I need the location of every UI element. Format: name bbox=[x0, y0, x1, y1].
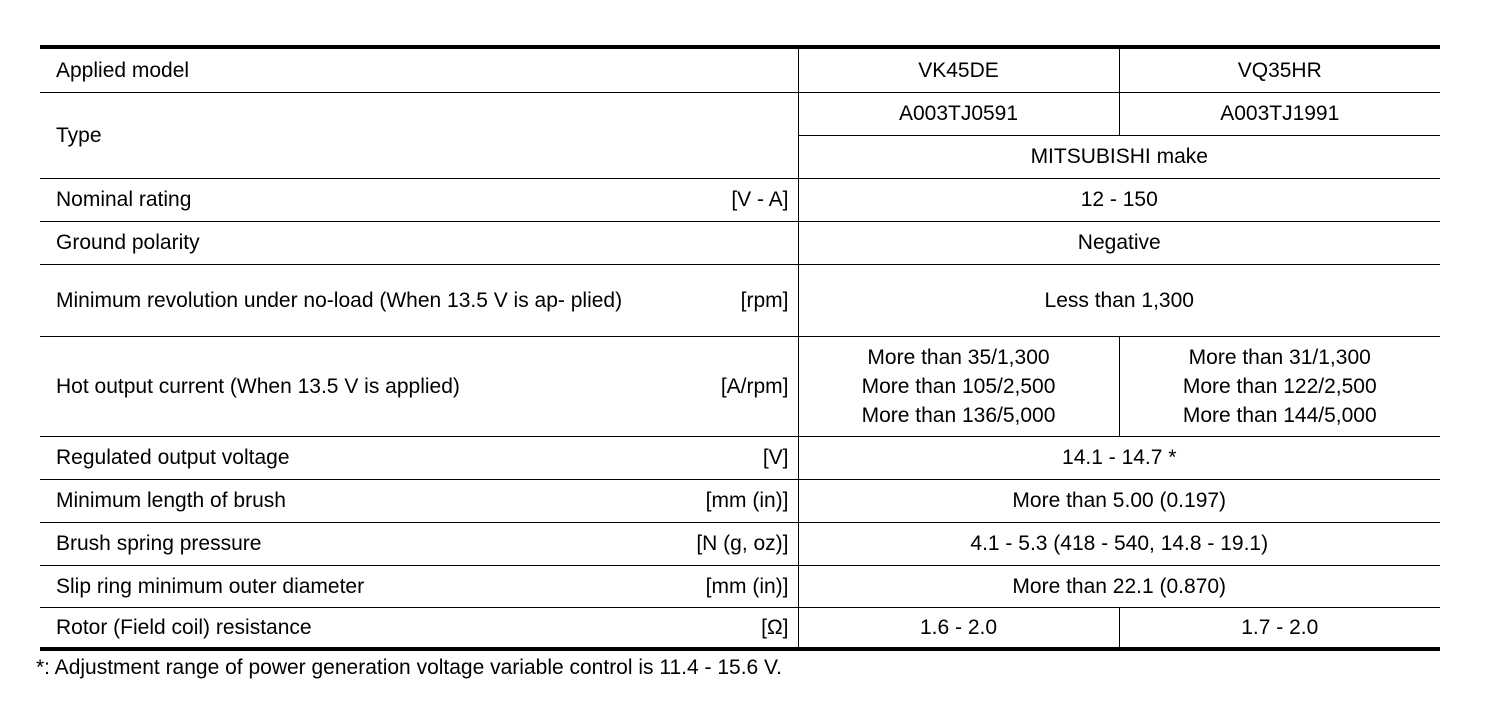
row-type bbox=[40, 92, 1440, 135]
ground-polarity-label: Ground polarity bbox=[40, 221, 798, 264]
hot-output-vq35hr bbox=[1119, 336, 1440, 436]
brush-length-label-cell bbox=[40, 479, 798, 522]
brush-pressure-label: Brush spring pressure bbox=[56, 532, 262, 555]
brush-length-label: Minimum length of brush bbox=[56, 489, 286, 512]
hot-output-vk45de-line: More than 105/2,500 bbox=[861, 374, 1056, 398]
type-code-vq35hr: A003TJ1991 bbox=[1119, 92, 1440, 135]
rotor-resistance-vk45de: 1.6 - 2.0 bbox=[798, 607, 1119, 649]
min-revolution-label: Minimum revolution under no-load (When 13.5 V is ap- plied) bbox=[56, 288, 623, 312]
hot-output-unit: [A/rpm] bbox=[720, 374, 789, 398]
hot-output-label: Hot output current (When 13.5 V is applied) bbox=[56, 374, 460, 398]
hot-output-vq35hr-line: More than 144/5,000 bbox=[1182, 403, 1377, 427]
rotor-resistance-vq35hr: 1.7 - 2.0 bbox=[1119, 607, 1440, 649]
row-applied-model bbox=[40, 47, 1440, 92]
brush-pressure-value: 4.1 - 5.3 (418 - 540, 14.8 - 19.1) bbox=[798, 522, 1440, 565]
min-revolution-unit: [rpm] bbox=[740, 288, 789, 312]
hot-output-vq35hr-line: More than 122/2,500 bbox=[1182, 374, 1377, 398]
min-revolution-value: Less than 1,300 bbox=[798, 264, 1440, 336]
hot-output-label-cell bbox=[40, 336, 798, 436]
regulated-voltage-label-cell bbox=[40, 436, 798, 479]
row-brush-length bbox=[40, 479, 1440, 522]
regulated-voltage-value: 14.1 - 14.7 * bbox=[798, 436, 1440, 479]
nominal-rating-value: 12 - 150 bbox=[798, 178, 1440, 221]
rotor-resistance-unit: [Ω] bbox=[761, 615, 789, 639]
row-regulated-voltage bbox=[40, 436, 1440, 479]
type-label: Type bbox=[40, 92, 798, 178]
row-ground-polarity bbox=[40, 221, 1440, 264]
row-hot-output bbox=[40, 336, 1440, 436]
row-brush-pressure bbox=[40, 522, 1440, 565]
rotor-resistance-label-cell bbox=[40, 607, 798, 649]
hot-output-vk45de-line: More than 35/1,300 bbox=[867, 345, 1050, 369]
type-make: MITSUBISHI make bbox=[798, 135, 1440, 178]
min-revolution-label-cell bbox=[40, 264, 798, 336]
row-rotor-resistance bbox=[40, 607, 1440, 649]
rotor-resistance-label: Rotor (Field coil) resistance bbox=[56, 615, 312, 639]
regulated-voltage-unit: [V] bbox=[762, 446, 789, 469]
ground-polarity-value: Negative bbox=[798, 221, 1440, 264]
nominal-rating-unit: [V - A] bbox=[731, 188, 789, 211]
regulated-voltage-label: Regulated output voltage bbox=[56, 446, 290, 469]
slip-ring-label-cell bbox=[40, 565, 798, 607]
hot-output-vq35hr-line: More than 31/1,300 bbox=[1188, 345, 1371, 369]
brush-pressure-unit: [N (g, oz)] bbox=[696, 532, 789, 555]
nominal-rating-label-cell bbox=[40, 178, 798, 221]
type-code-vk45de: A003TJ0591 bbox=[798, 92, 1119, 135]
slip-ring-unit: [mm (in)] bbox=[705, 574, 789, 598]
hot-output-vk45de-line: More than 136/5,000 bbox=[861, 403, 1056, 427]
spec-table bbox=[40, 45, 1440, 651]
brush-length-value: More than 5.00 (0.197) bbox=[798, 479, 1440, 522]
brush-pressure-label-cell bbox=[40, 522, 798, 565]
hot-output-vk45de bbox=[798, 336, 1119, 436]
slip-ring-value: More than 22.1 (0.870) bbox=[798, 565, 1440, 607]
row-nominal-rating bbox=[40, 178, 1440, 221]
brush-length-unit: [mm (in)] bbox=[705, 489, 789, 512]
applied-model-label: Applied model bbox=[56, 58, 190, 82]
slip-ring-label: Slip ring minimum outer diameter bbox=[56, 574, 365, 598]
model-vk45de: VK45DE bbox=[798, 47, 1119, 92]
row-min-revolution bbox=[40, 264, 1440, 336]
footnote: *: Adjustment range of power generation voltage variable control is 11.4 - 15.6 V. bbox=[36, 656, 782, 679]
nominal-rating-label: Nominal rating bbox=[56, 188, 192, 211]
model-vq35hr: VQ35HR bbox=[1119, 47, 1440, 92]
row-slip-ring bbox=[40, 565, 1440, 607]
